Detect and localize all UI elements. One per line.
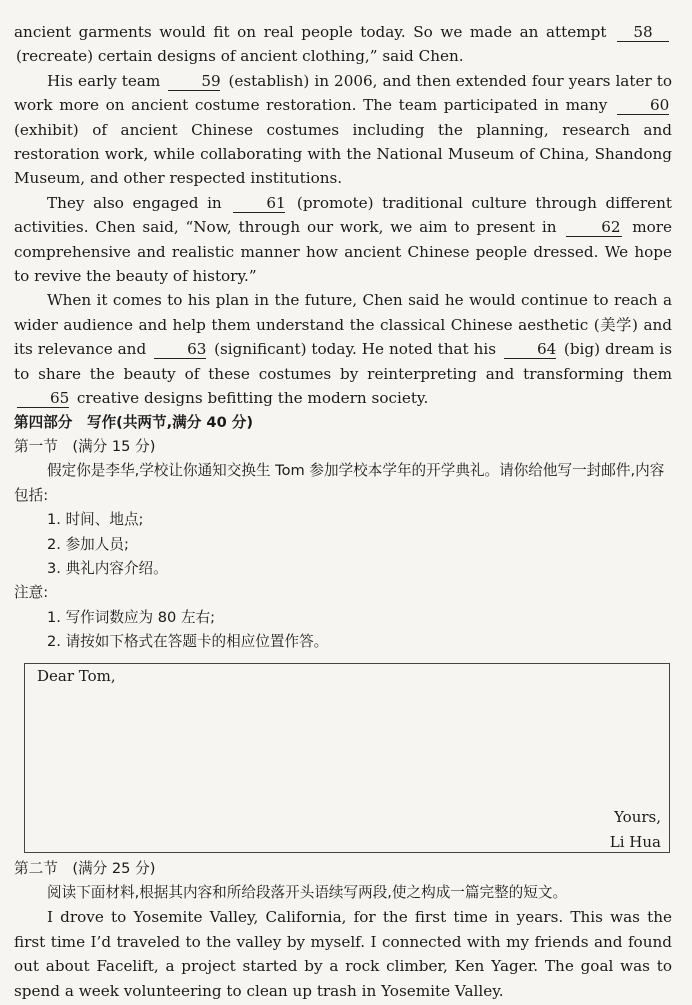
text: When it comes to his plan in the future, Chen said he would continue to reach a wider audience and help them understand the classical Chinese aesthetic (美学) and its relevance and (14, 291, 672, 359)
section2-instruction: 阅读下面材料,根据其内容和所给段落开头语续写两段,使之构成一篇完整的短文。 (47, 883, 568, 901)
text: They also engaged in (47, 193, 222, 212)
paragraph-63-65 (14, 288, 672, 410)
text: (big) dream is to share the beauty of these costumes by reinterpreting and transforming them (14, 340, 673, 383)
text: (promote) traditional culture through different activities. Chen said, “Now, through our work, we aim to present in (14, 193, 673, 237)
notes-label: 注意: (14, 584, 49, 602)
text: (establish) in 2006, and then extended four years later to work more on ancient costume restoration. The team participated in many (14, 71, 673, 115)
section2-title: 第二节 (满分 25 分) (14, 859, 156, 877)
text: certain designs of ancient clothing,” said Chen. (97, 47, 464, 66)
paragraph-59-60 (14, 69, 672, 191)
text: His early team (47, 71, 161, 90)
blank-59[interactable]: 59 (168, 73, 220, 91)
text: creative designs befitting the modern society. (76, 389, 429, 408)
text: (significant) today. He noted that his (214, 340, 497, 359)
paragraph-61-62 (14, 191, 672, 289)
letter-closing: Yours, (614, 807, 661, 826)
blank-61[interactable]: 61 (233, 195, 285, 213)
hint-58: (recreate) (16, 47, 93, 66)
paragraph-58 (14, 20, 672, 69)
note-item-1: 1. 写作词数应为 80 左右; (47, 608, 216, 626)
task-item-3: 3. 典礼内容介绍。 (47, 559, 168, 577)
writing-task: 假定你是李华,学校让你通知交换生 Tom 参加学校本学年的开学典礼。请你给他写一封邮件,内容包括: (14, 462, 665, 504)
blank-65[interactable]: 65 (17, 390, 69, 408)
note-item-2: 2. 请按如下格式在答题卡的相应位置作答。 (47, 633, 329, 651)
task-item-1: 1. 时间、地点; (47, 511, 144, 529)
blank-62[interactable]: 62 (566, 219, 622, 237)
part4-title: 第四部分 写作(共两节,满分 40 分) (14, 413, 254, 431)
story-paragraph: I drove to Yosemite Valley, California, for the first time in years. This was the first time I’d traveled to the valley by myself. I connected with my friends and found out about Facelift, a project started by a rock climber, Ken Yager. The goal was to spend a week volunteering to clean up trash in Yosemite Valley. (14, 908, 672, 1000)
blank-64[interactable]: 64 (504, 341, 556, 359)
letter-greeting: Dear Tom, (37, 666, 116, 685)
letter-signature: Li Hua (609, 832, 661, 851)
blank-60[interactable]: 60 (617, 97, 669, 115)
task-item-2: 2. 参加人员; (47, 535, 129, 553)
letter-answer-box[interactable] (24, 663, 670, 853)
text: ancient garments would fit on real people today. So we made an attempt (14, 23, 607, 41)
text: more comprehensive and realistic manner how ancient Chinese people dressed. We hope to revive the beauty of history.” (14, 218, 673, 286)
blank-63[interactable]: 63 (154, 341, 206, 359)
section1-title: 第一节 (满分 15 分) (14, 437, 156, 455)
text: (exhibit) of ancient Chinese costumes including the planning, research and restoration work, while collaborating with the National Museum of China, Shandong Museum, and other respected institutions. (14, 120, 672, 188)
blank-58[interactable]: 58 (617, 24, 669, 42)
